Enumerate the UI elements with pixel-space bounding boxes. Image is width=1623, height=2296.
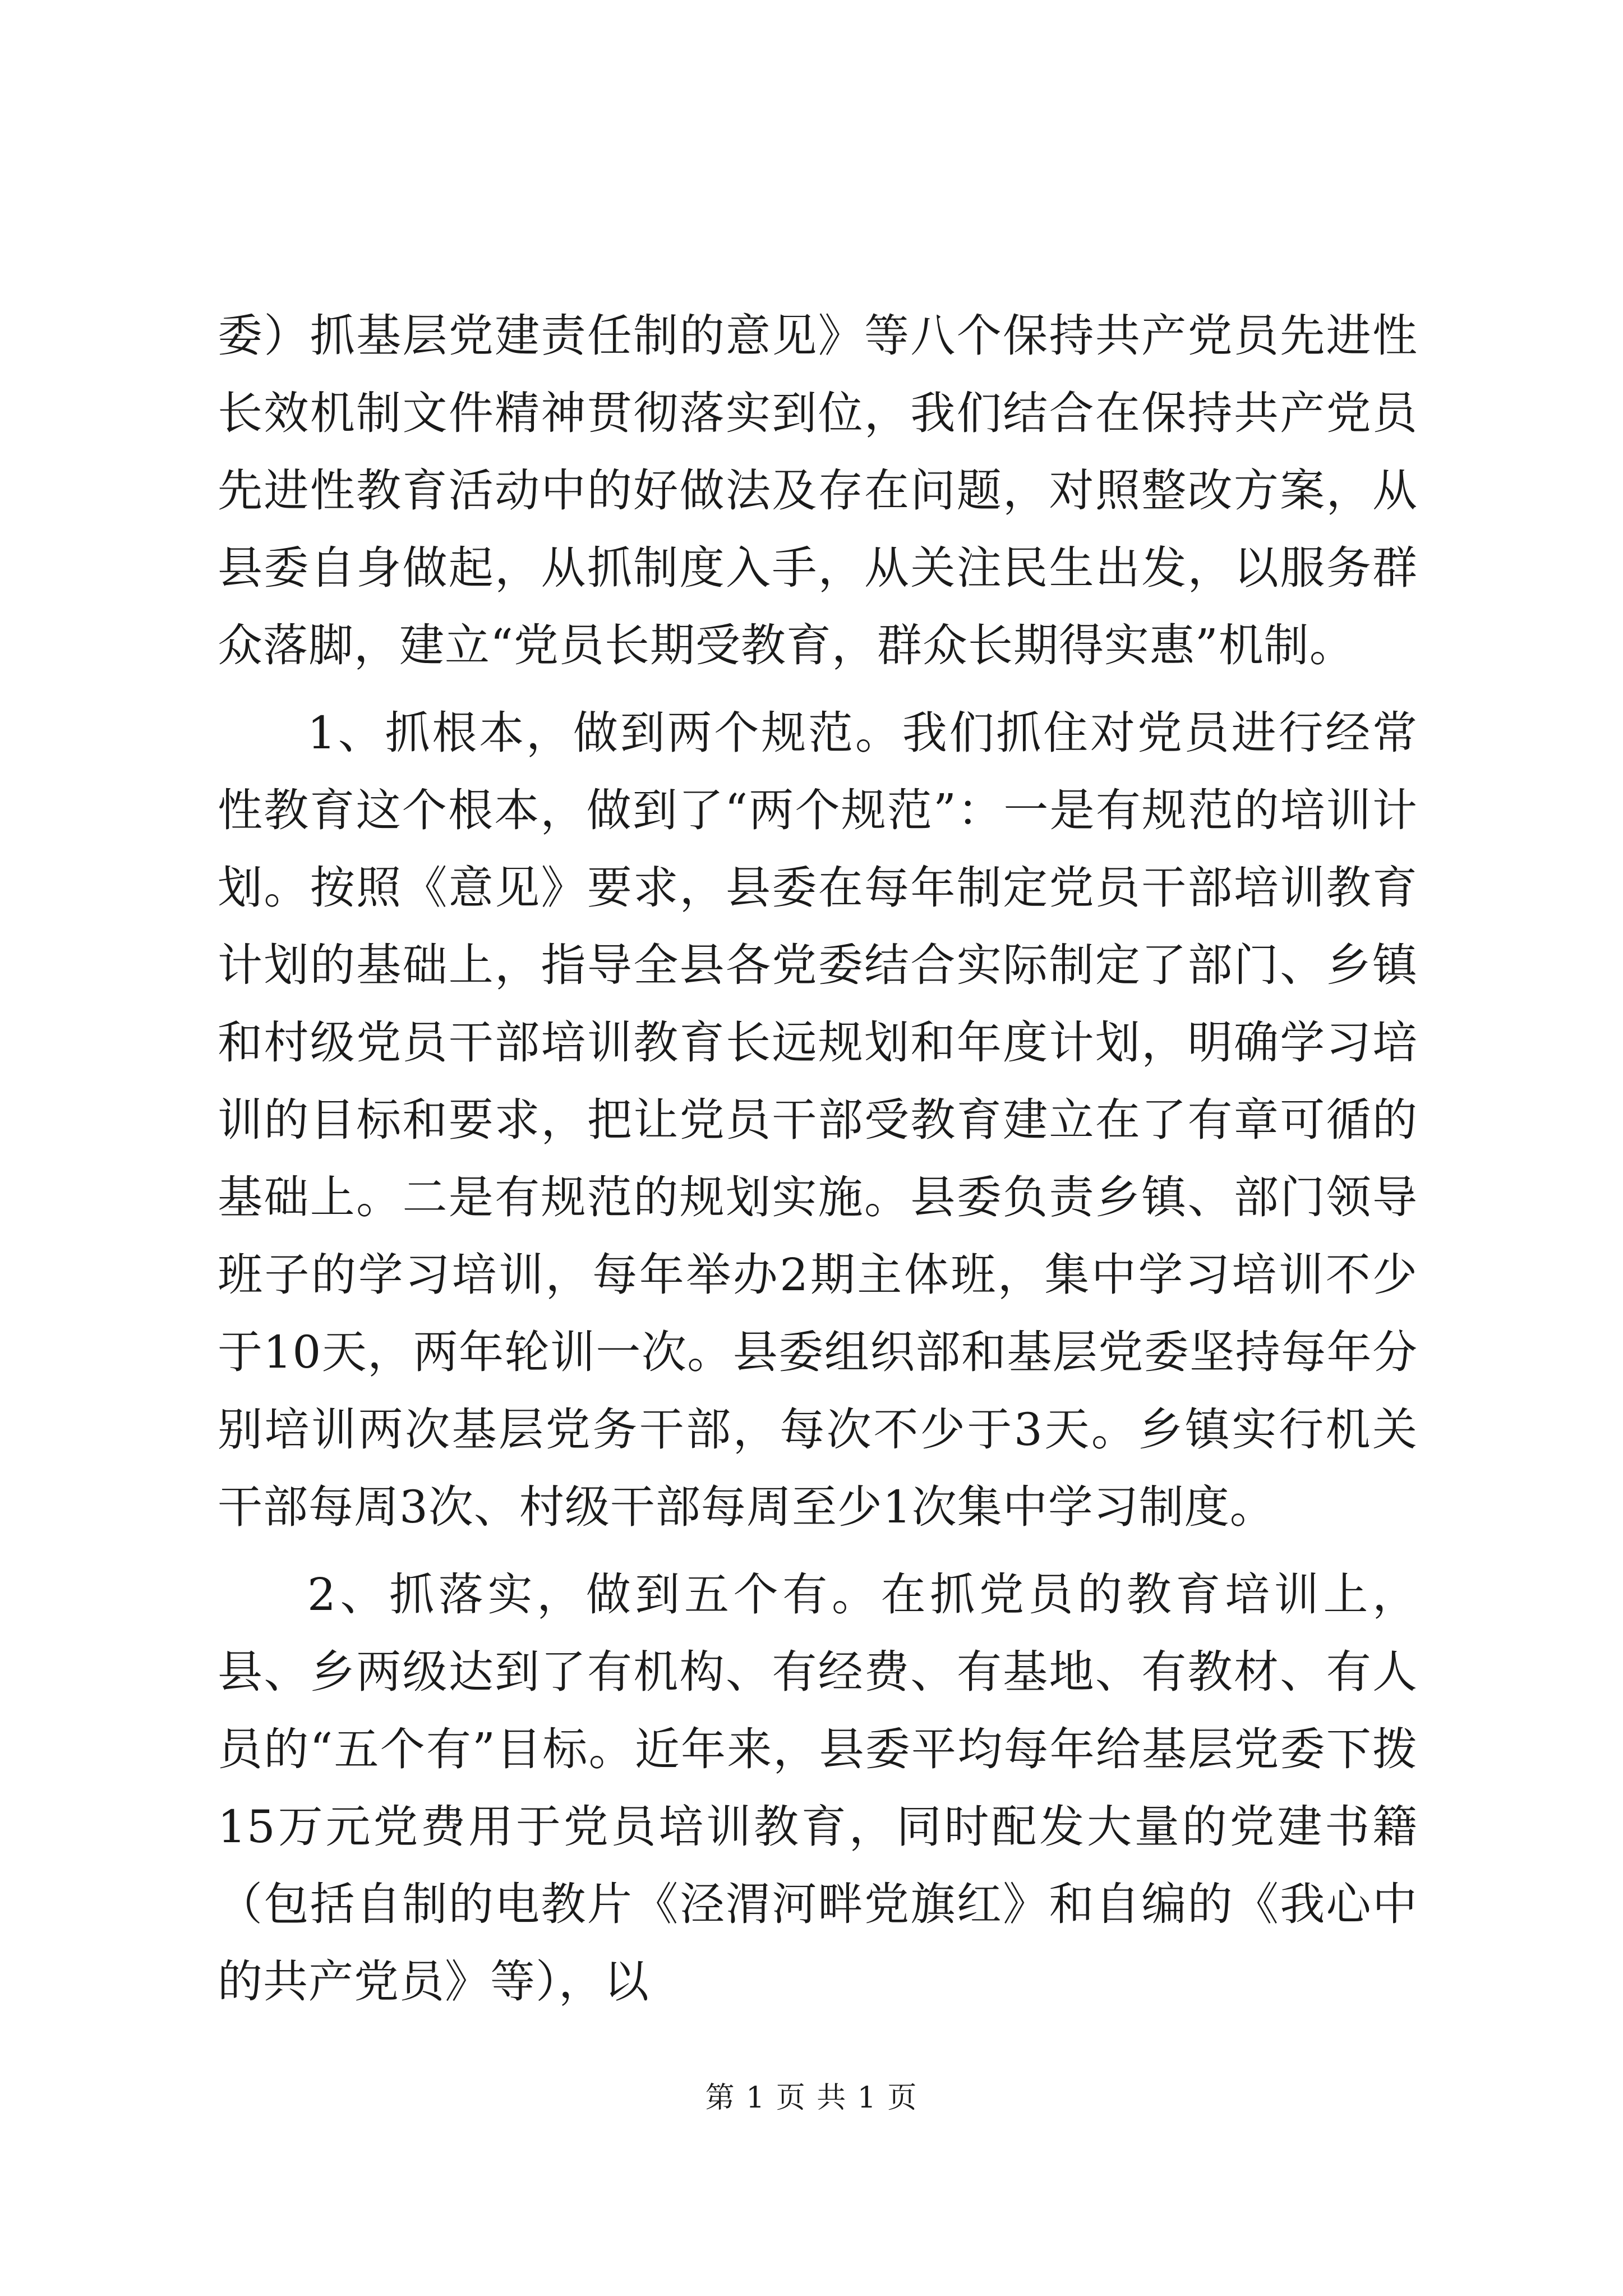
- paragraph-item-2: 2、抓落实，做到五个有。在抓党员的教育培训上，县、乡两级达到了有机构、有经费、有基地、有教材、有人员的“五个有”目标。近年来，县委平均每年给基层党委下拨15万元党费用于党员培训教育，同时配发大量的党建书籍（包括自制的电教片《泾渭河畔党旗红》和自编的《我心中的共产党员》等），以: [218, 1568, 1418, 2008]
- page-footer: 第 1 页 共 1 页: [705, 2081, 918, 2115]
- paragraph-item-1: 1、抓根本，做到两个规范。我们抓住对党员进行经常性教育这个根本，做到了“两个规范”：一是有规范的培训计划。按照《意见》要求，县委在每年制定党员干部培训教育计划的基础上，指导全县各党委结合实际制定了部门、乡镇和村级党员干部培训教育长远规划和年度计划，明确学习培训的目标和要求，把让党员干部受教育建立在了有章可循的基础上。二是有规范的规划实施。县委负责乡镇、部门领导班子的学习培训，每年举办2期主体班，集中学习培训不少于10天，两年轮训一次。县委组织部和基层党委坚持每年分别培训两次基层党务干部，每次不少于3天。乡镇实行机关干部每周3次、村级干部每周至少1次集中学习制度。: [218, 707, 1418, 1533]
- document-body: [218, 297, 1418, 2021]
- paragraph-continuation: 委）抓基层党建责任制的意见》等八个保持共产党员先进性长效机制文件精神贯彻落实到位，我们结合在保持共产党员先进性教育活动中的好做法及存在问题，对照整改方案，从县委自身做起，从抓制度入手，从关注民生出发，以服务群众落脚，建立“党员长期受教育，群众长期得实惠”机制。: [218, 310, 1418, 671]
